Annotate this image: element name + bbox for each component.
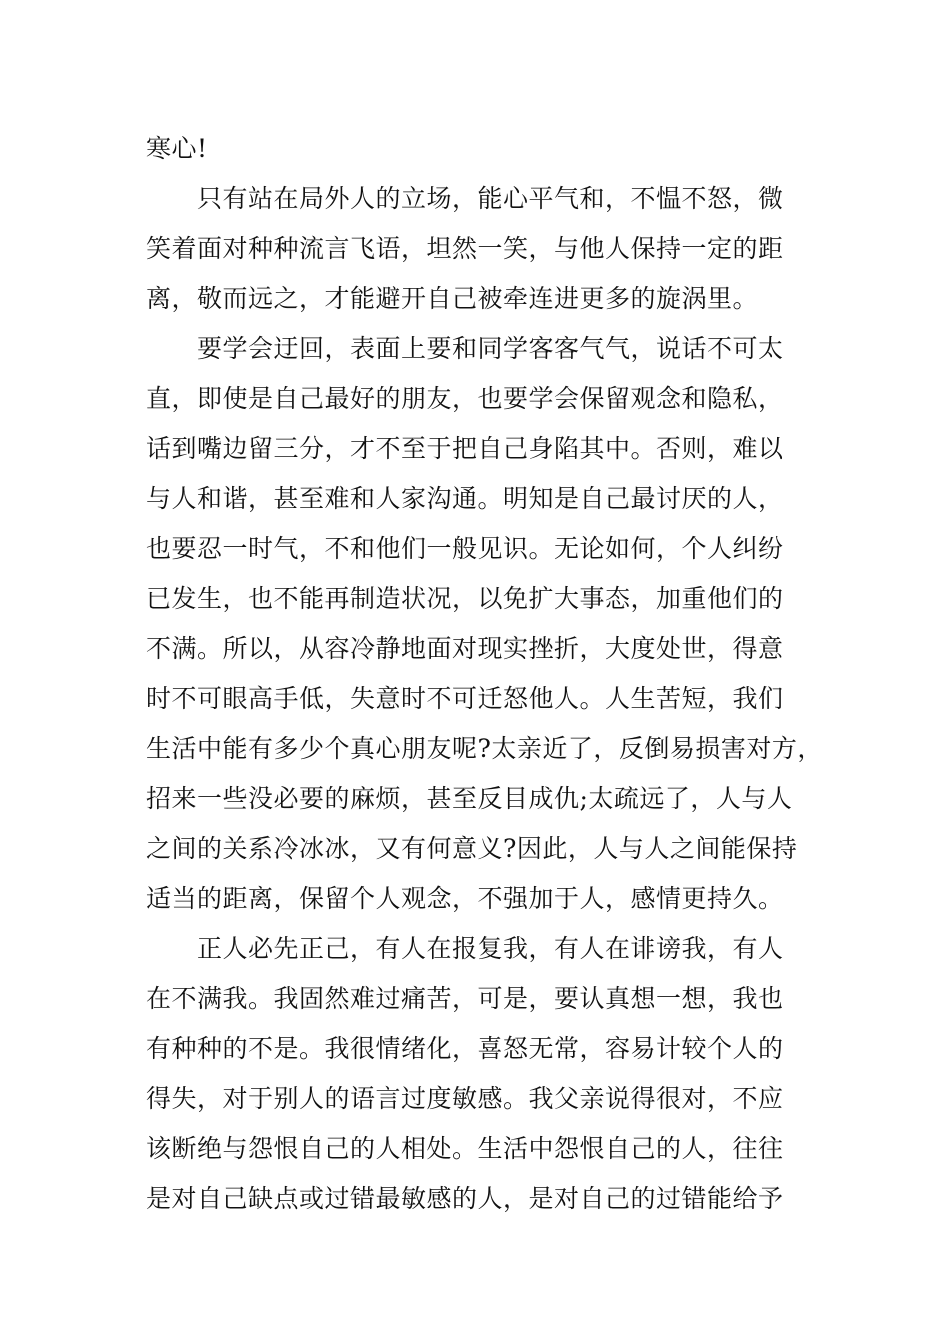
text-line: 寒心! — [146, 134, 208, 163]
text-line: 该断绝与怨恨自己的人相处。生活中怨恨自己的人，往往 — [146, 1134, 784, 1163]
text-line: 离，敬而远之，才能避开自己被牵连进更多的旋涡里。 — [146, 284, 759, 313]
text-line: 与人和谐，甚至难和人家沟通。明知是自己最讨厌的人， — [146, 484, 784, 513]
text-line: 时不可眼高手低，失意时不可迁怒他人。人生苦短，我们 — [146, 684, 784, 713]
text-line: 生活中能有多少个真心朋友呢?太亲近了，反倒易损害对方， — [146, 734, 823, 763]
text-line: 是对自己缺点或过错最敏感的人，是对自己的过错能给予 — [146, 1184, 784, 1213]
text-line: 已发生，也不能再制造状况，以免扩大事态，加重他们的 — [146, 584, 784, 613]
text-line: 招来一些没必要的麻烦，甚至反目成仇;太疏远了，人与人 — [146, 784, 793, 813]
text-line: 不满。所以，从容冷静地面对现实挫折，大度处世，得意 — [146, 634, 784, 663]
text-line: 之间的关系冷冰冰，又有何意义?因此，人与人之间能保持 — [146, 834, 798, 863]
text-line: 有种种的不是。我很情绪化，喜怒无常，容易计较个人的 — [146, 1034, 784, 1063]
text-line: 也要忍一时气，不和他们一般见识。无论如何，个人纠纷 — [146, 534, 784, 563]
text-line: 话到嘴边留三分，才不至于把自己身陷其中。否则，难以 — [146, 434, 784, 463]
text-line: 笑着面对种种流言飞语，坦然一笑，与他人保持一定的距 — [146, 234, 784, 263]
paragraph-first-line: 正人必先正己，有人在报复我，有人在诽谤我，有人 — [197, 934, 784, 963]
text-line: 得失，对于别人的语言过度敏感。我父亲说得很对，不应 — [146, 1084, 784, 1113]
paragraph-first-line: 要学会迂回，表面上要和同学客客气气，说话不可太 — [197, 334, 784, 363]
paragraph-first-line: 只有站在局外人的立场，能心平气和，不愠不怒，微 — [197, 184, 784, 213]
text-line: 在不满我。我固然难过痛苦，可是，要认真想一想，我也 — [146, 984, 784, 1013]
text-line: 直，即使是自己最好的朋友，也要学会保留观念和隐私， — [146, 384, 784, 413]
text-line: 适当的距离，保留个人观念，不强加于人，感情更持久。 — [146, 884, 784, 913]
